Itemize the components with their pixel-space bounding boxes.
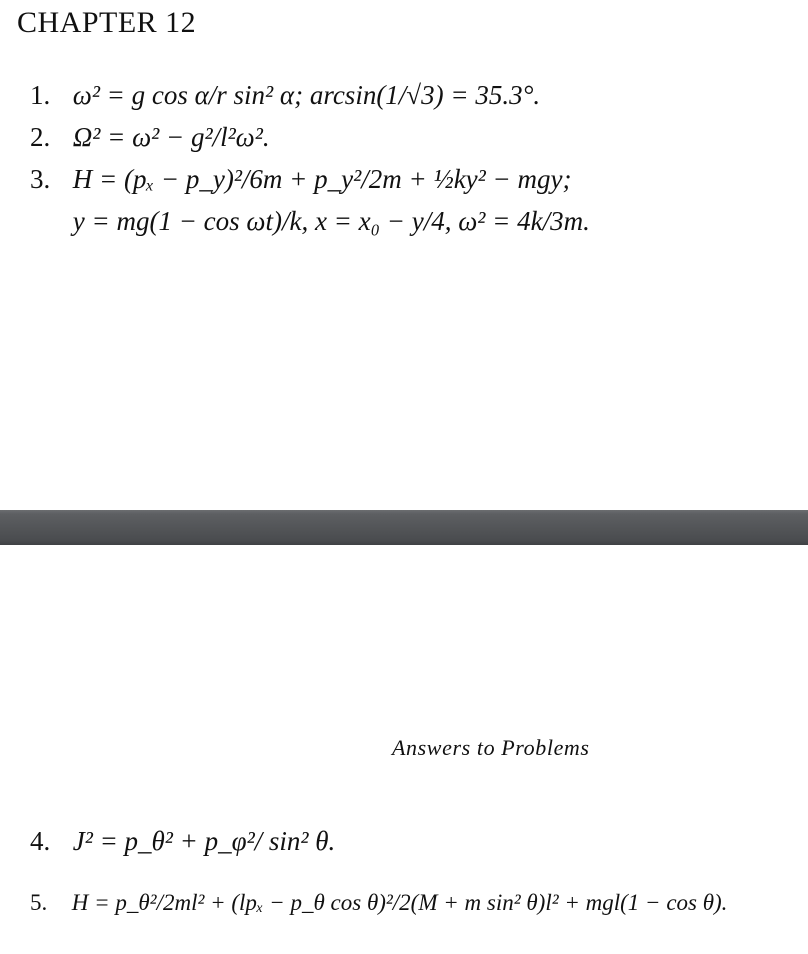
chapter-heading: CHAPTER 12 <box>17 6 197 39</box>
answer-3 <box>30 164 571 195</box>
answer-2 <box>30 122 270 153</box>
answer-number: 4. <box>30 826 51 856</box>
answer-1 <box>30 80 540 111</box>
answer-5 <box>30 890 727 916</box>
page-divider <box>0 510 808 545</box>
answer-text: J² = p_θ² + p_φ²/ sin² θ. <box>72 826 336 856</box>
answer-text: H = (pₓ − p_y)²/6m + p_y²/2m + ½ky² − mgy; <box>72 164 572 194</box>
answer-number: 2. <box>30 122 51 152</box>
answer-4 <box>30 826 335 857</box>
answer-number: 1. <box>30 80 51 110</box>
answer-text: y = mg(1 − cos ωt)/k, x = x₀ − y/4, ω² = 4k/3m. <box>72 206 590 236</box>
answer-text: ω² = g cos α/r sin² α; arcsin(1/√3) = 35.3°. <box>72 80 541 110</box>
answer-3-continued <box>30 206 590 237</box>
answer-text: H = p_θ²/2ml² + (lpₓ − p_θ cos θ)²/2(M + m sin² θ)l² + mgl(1 − cos θ). <box>71 890 728 915</box>
answer-number: 5. <box>30 890 48 915</box>
running-head: Answers to Problems <box>392 735 590 760</box>
answer-number: 3. <box>30 164 51 194</box>
answer-text: Ω² = ω² − g²/l²ω². <box>72 122 270 152</box>
